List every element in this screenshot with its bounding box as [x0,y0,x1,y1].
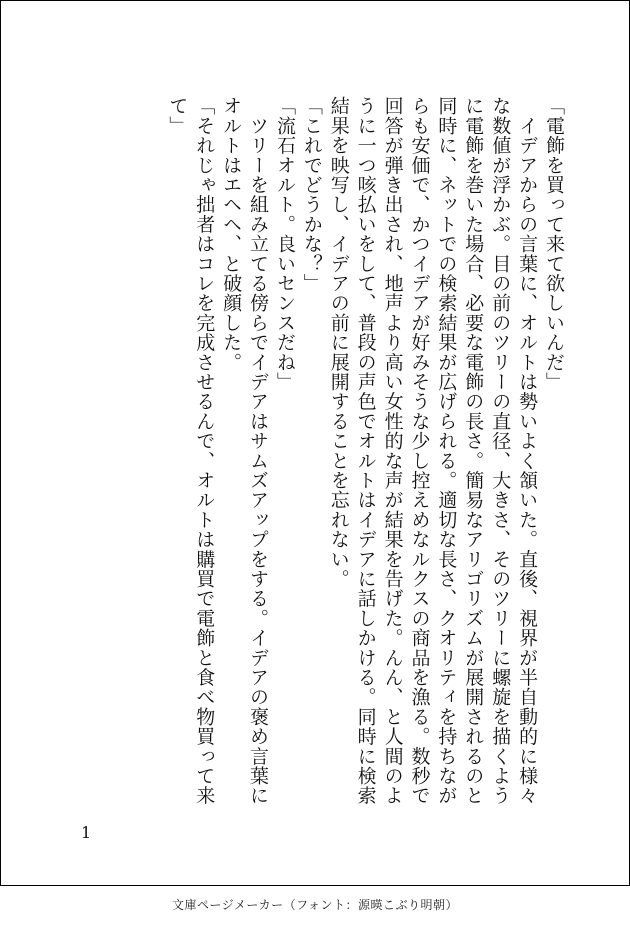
text-line: て」 [166,96,189,136]
text-line: オルトはエヘヘ、と破顔した。 [220,96,243,372]
text-line: うに一つ咳払いをして、普段の声色でオルトはイデアに話しかける。同時に検索 [354,96,377,806]
text-line: 「それじゃ拙者はコレを完成させるんで、オルトは購買で電飾と食べ物買って来 [193,96,216,806]
text-line: ツリーを組み立てる傍らでイデアはサムズアップをする。イデアの褒め言葉に [247,96,270,806]
text-line: 回答が弾き出され、地声より高い女性的な声が結果を告げた。んん、と人間のよ [381,96,404,806]
text-line: イデアからの言葉に、オルトは勢いよく頷いた。直後、視界が半自動的に様々 [516,96,539,806]
text-line: 「電飾を買って来て欲しいんだ」 [543,96,565,392]
text-line: 「これでどうかな？」 [300,96,323,293]
text-line: らも安価で、かつイデアが好みそうな少し控えめなルクスの商品を漁る。数秒で [408,96,431,806]
text-line: に電飾を巻いた場合、必要な電飾の長さ。簡易なアリゴリズムが展開されるのと [462,96,485,806]
text-line: な数値が浮かぶ。目の前のツリーの直径、大きさ、そのツリーに螺旋を描くよう [489,96,512,806]
vertical-body-text [163,96,567,806]
text-line: 結果を映写し、イデアの前に展開することを忘れない。 [327,96,350,589]
text-line: 同時に、ネットでの検索結果が広げられる。適切な長さ、クオリティを持ちなが [435,96,458,806]
footer-caption: 文庫ページメーカー（フォント：源暎こぶり明朝） [171,898,459,912]
text-line: 「流石オルト。良いセンスだね」 [273,96,296,392]
page-number: 1 [81,823,92,842]
